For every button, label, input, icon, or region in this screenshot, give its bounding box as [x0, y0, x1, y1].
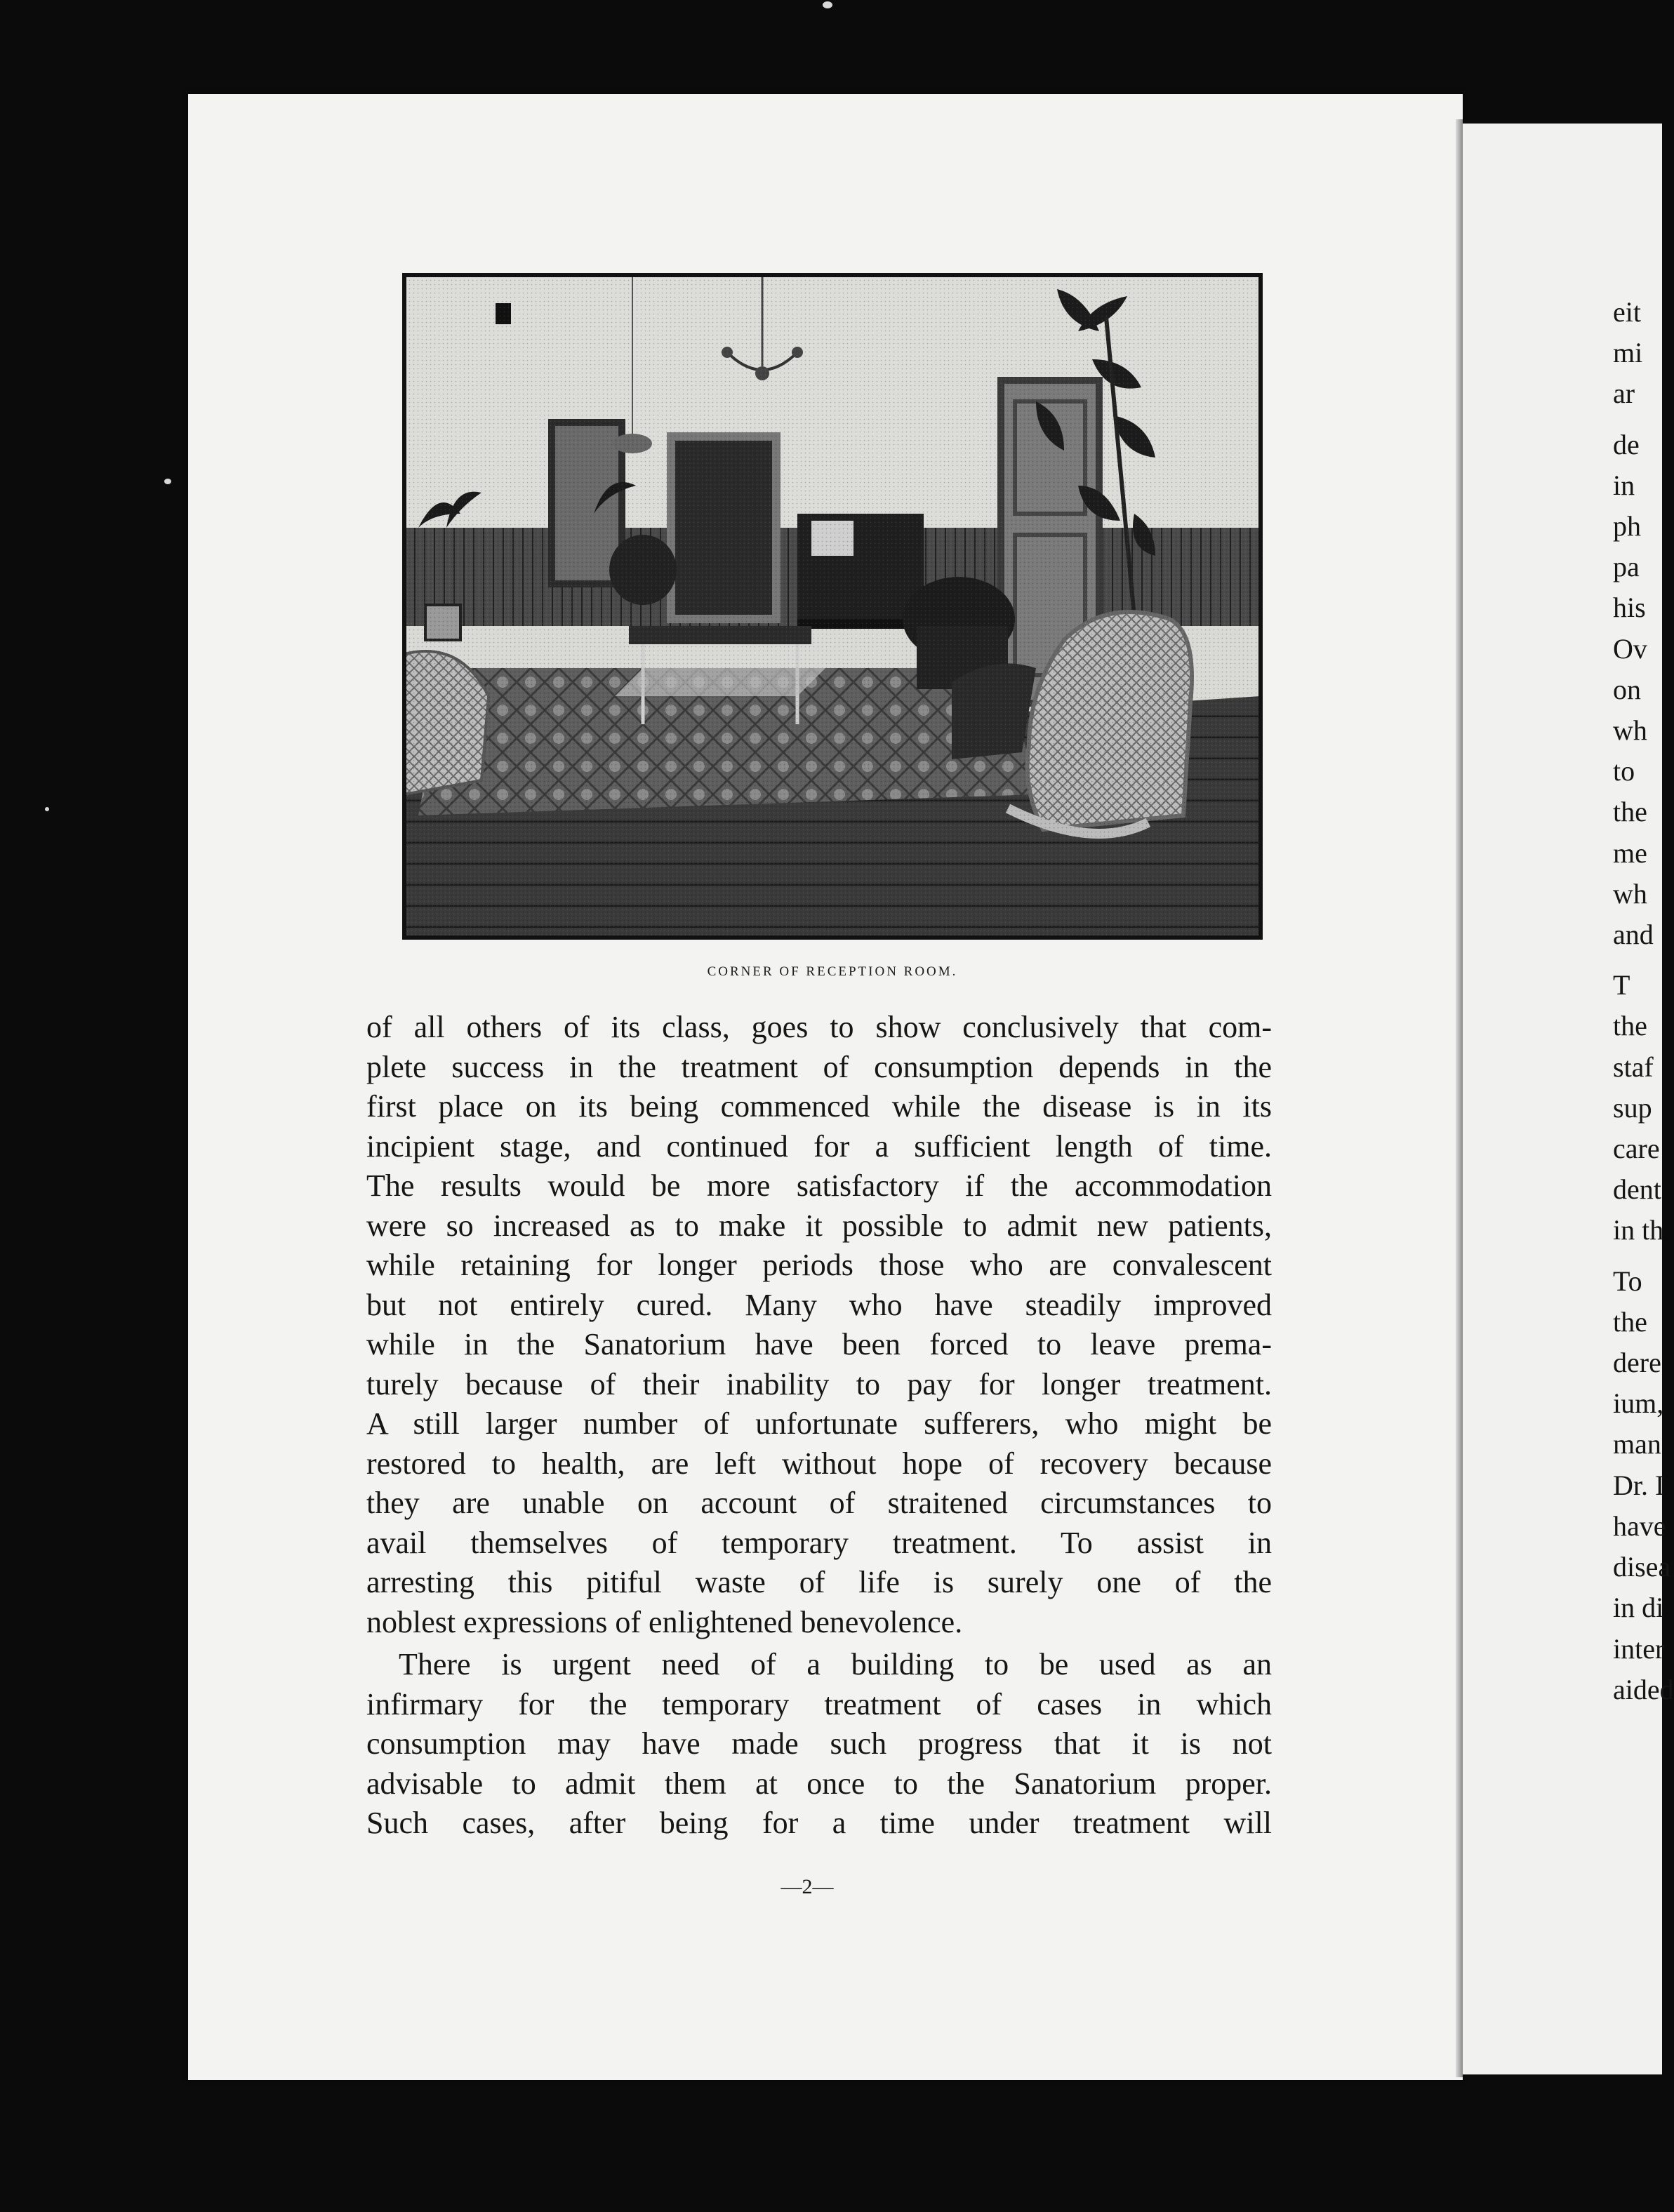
text-fragment: care: [1613, 1133, 1660, 1165]
text-line: of all others of its class, goes to show conclusively that com-: [366, 1010, 1272, 1044]
text-fragment: de: [1613, 428, 1640, 460]
right-page-text-fragments: [1613, 292, 1674, 1710]
text-line: infirmary for the temporary treatment of cases in which: [366, 1686, 1272, 1721]
text-fragment: disea: [1613, 1551, 1671, 1583]
text-fragment: his: [1613, 592, 1646, 624]
text-fragment: wh: [1613, 877, 1647, 910]
text-line: incipient stage, and continued for a sufficient length of time.: [366, 1128, 1272, 1164]
page-number: —2—: [780, 1875, 834, 1898]
photo-illustration: [404, 275, 1261, 938]
text-line: plete success in the treatment of consumption depends in the: [366, 1049, 1272, 1084]
text-fragment: to: [1613, 755, 1635, 787]
text-fragment: man: [1613, 1428, 1661, 1460]
text-line: turely because of their inability to pay for longer treatment.: [366, 1366, 1272, 1401]
text-line: There is urgent need of a building to be used as an: [399, 1647, 1272, 1681]
text-fragment: and: [1613, 919, 1654, 951]
text-line: arresting this pitiful waste of life is surely one of the: [366, 1565, 1272, 1599]
text-line: A still larger number of unfortunate sufferers, who might be: [366, 1406, 1272, 1441]
text-fragment: the: [1613, 796, 1647, 828]
text-line: first place on its being commenced while the disease is in its: [366, 1089, 1272, 1124]
text-line: noblest expressions of enlightened benevolence.: [366, 1604, 963, 1639]
text-fragment: in di: [1613, 1592, 1664, 1624]
text-fragment: eit: [1613, 296, 1641, 328]
text-fragment: dere: [1613, 1347, 1661, 1379]
text-fragment: dent: [1613, 1173, 1661, 1206]
text-line: restored to health, are left without hope of recovery because: [366, 1446, 1272, 1481]
text-line: while retaining for longer periods those who are convalescent: [366, 1248, 1272, 1282]
text-line: they are unable on account of straitened circumstances to: [366, 1486, 1272, 1520]
text-fragment: ph: [1613, 510, 1641, 542]
reception-room-photo: [404, 275, 1261, 938]
dust-speck: [823, 1, 832, 8]
paragraph-1: [366, 1008, 1272, 1642]
text-fragment: To: [1613, 1265, 1642, 1297]
text-fragment: pa: [1613, 551, 1640, 583]
text-fragment: have: [1613, 1510, 1666, 1542]
body-text: [366, 1008, 1272, 1844]
book-gutter: [1456, 119, 1463, 2077]
text-fragment: inter: [1613, 1632, 1665, 1665]
text-fragment: the: [1613, 1305, 1647, 1338]
photo-caption: CORNER OF RECEPTION ROOM.: [707, 964, 958, 979]
text-line: were so increased as to make it possible to admit new patients,: [366, 1208, 1272, 1243]
text-fragment: mi: [1613, 337, 1643, 369]
text-line: while in the Sanatorium have been forced to leave prema-: [366, 1327, 1272, 1361]
text-fragment: sup: [1613, 1091, 1652, 1124]
text-fragment: on: [1613, 673, 1641, 705]
text-fragment: ium,: [1613, 1387, 1664, 1420]
text-fragment: aided: [1613, 1673, 1674, 1705]
text-fragment: in th: [1613, 1214, 1664, 1246]
text-fragment: wh: [1613, 714, 1647, 747]
text-fragment: T: [1613, 969, 1630, 1001]
text-line: Such cases, after being for a time under treatment will: [366, 1806, 1272, 1840]
text-fragment: me: [1613, 837, 1647, 869]
text-line: consumption may have made such progress that it is not: [366, 1726, 1272, 1761]
text-fragment: Ov: [1613, 632, 1647, 665]
text-fragment: ar: [1613, 378, 1635, 410]
paragraph-2: [366, 1645, 1272, 1844]
text-line: The results would be more satisfactory if the accommodation: [366, 1168, 1272, 1203]
text-fragment: the: [1613, 1010, 1647, 1042]
text-line: avail themselves of temporary treatment. To assist in: [366, 1525, 1272, 1560]
text-fragment: in: [1613, 469, 1635, 501]
text-line: advisable to admit them at once to the Sanatorium proper.: [366, 1766, 1272, 1801]
text-line: but not entirely cured. Many who have steadily improved: [366, 1287, 1272, 1322]
text-fragment: Dr. I: [1613, 1469, 1665, 1501]
dust-speck: [164, 479, 171, 484]
text-fragment: staf: [1613, 1051, 1654, 1083]
dust-speck: [45, 807, 49, 811]
